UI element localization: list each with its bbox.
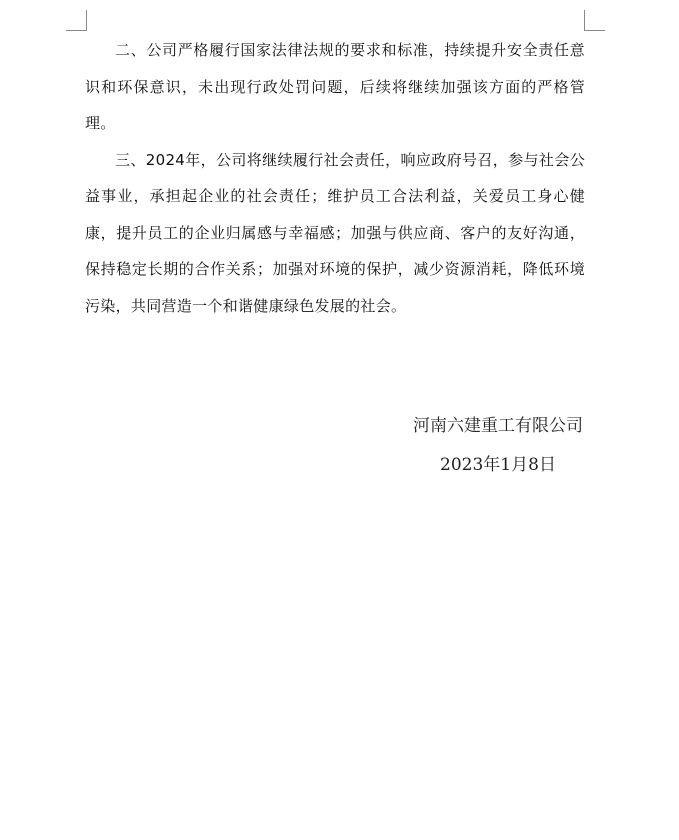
paragraph-2: 二、公司严格履行国家法律法规的要求和标准，持续提升安全责任意识和环保意识，未出现行政处罚问题，后续将继续加强该方面的严格管理。	[85, 41, 585, 132]
signature-block	[413, 407, 583, 485]
paragraph-3: 三、2024年，公司将继续履行社会责任，响应政府号召，参与社会公益事业，承担起企业的社会责任；维护员工合法利益，关爱员工身心健康，提升员工的企业归属感与幸福感；加强与供应商、客户的友好沟通，保持稳定长期的合作关系；加强对环境的保护，减少资源消耗，降低环境污染，共同营造一个和谐健康绿色发展的社会。	[85, 150, 585, 315]
document-body	[85, 32, 585, 324]
signature-date: 2023年1月8日	[440, 455, 556, 475]
crop-mark-top-right	[584, 10, 605, 31]
signature-company: 河南六建重工有限公司	[413, 416, 583, 436]
crop-mark-top-left	[66, 10, 87, 31]
